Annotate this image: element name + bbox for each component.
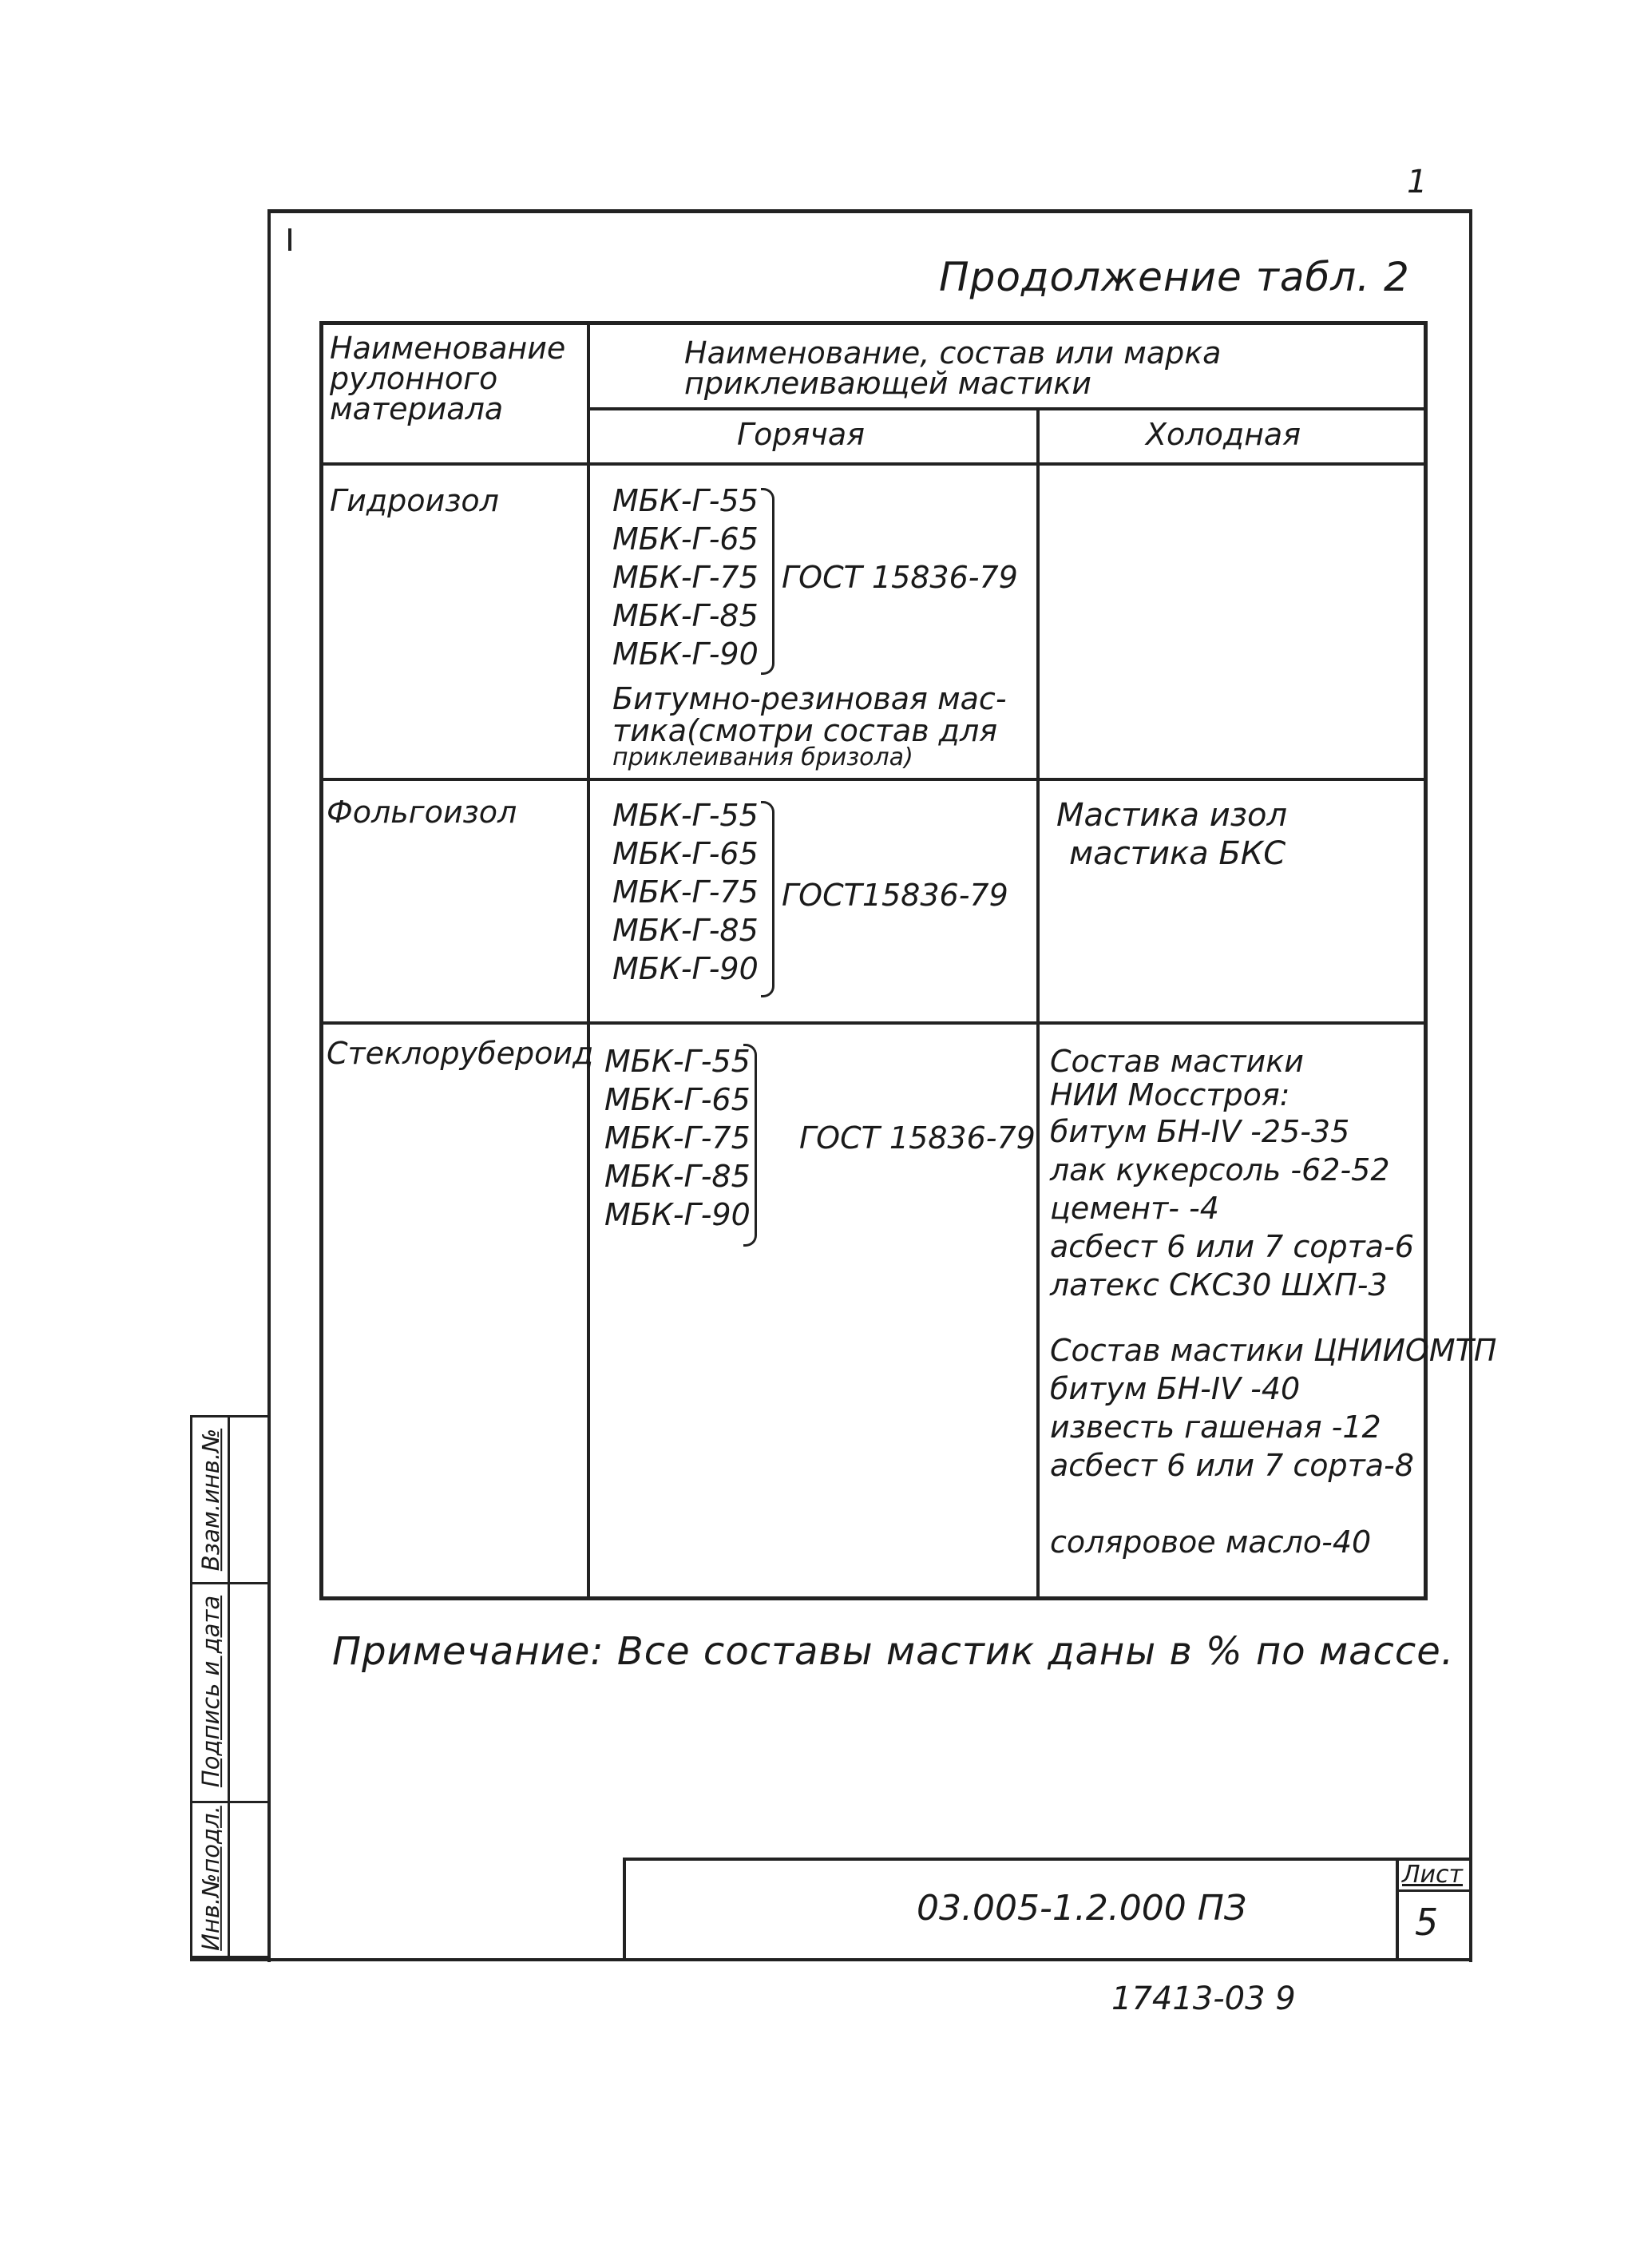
document-code: 03.005-1.2.000 ПЗ	[917, 1888, 1247, 1929]
row2-cold: Мастика изол мастика БКС	[1056, 797, 1288, 872]
row2-material: Фольгоизол	[327, 795, 517, 830]
row2-brace	[761, 801, 774, 997]
mastic-table	[319, 321, 1497, 1600]
row1-brace	[761, 488, 774, 675]
table-note: Примечание: Все составы мастик даны в % по массе.	[332, 1629, 1455, 1674]
margin-label-replaced-inv: Взам.инв.№	[197, 1428, 224, 1572]
header-hot: Горячая	[737, 417, 865, 452]
corner-mark: 1	[1407, 164, 1428, 200]
table-col-divider	[1036, 410, 1040, 1596]
row3-cold-group1: Состав мастики НИИ Мосстроя: битум БН-IV -25-35 лак кукерсоль -62-52 цемент- -4 асбест 6 или 7 сорта-6 латекс СКС30 ШХП-3	[1050, 1044, 1414, 1303]
header-mastic: Наименование, состав или марка приклеивающей мастики	[684, 335, 1222, 401]
margin-label-inv-orig: Инв.№подл.	[197, 1806, 225, 1951]
row1-hot-marks: МБК-Г-55 МБК-Г-65 МБК-Г-75 МБК-Г-85 МБК-Г-90	[612, 483, 759, 672]
table-row-divider	[323, 1021, 1424, 1025]
row3-brace	[743, 1044, 757, 1247]
row3-hot-standard: ГОСТ 15836-79	[799, 1120, 1036, 1156]
margin-stamp-divider	[228, 1418, 230, 1956]
frame-right-line	[1469, 209, 1472, 1962]
table-row-divider	[323, 778, 1424, 781]
row1-hot-extra: Битумно-резиновая мас- тика(смотри состав для приклеивания бризола)	[612, 681, 1007, 771]
margin-stamp	[190, 1415, 267, 1958]
table-caption: Продолжение табл. 2	[939, 254, 1410, 300]
row3-hot-marks: МБК-Г-55 МБК-Г-65 МБК-Г-75 МБК-Г-85 МБК-Г-90	[604, 1044, 751, 1232]
margin-label-signature-date: Подпись и дата	[197, 1595, 224, 1788]
table-header-bottom	[323, 462, 1424, 466]
row1-hot-standard: ГОСТ 15836-79	[782, 560, 1018, 595]
table-col-divider	[587, 325, 590, 1596]
row3-material: Стеклорубероид	[327, 1036, 594, 1071]
sheet-number: 5	[1415, 1901, 1439, 1944]
header-cold: Холодная	[1146, 417, 1301, 452]
frame-top-line	[267, 209, 1472, 213]
archive-code: 17413-03 9	[1111, 1981, 1296, 2017]
row2-hot-marks: МБК-Г-55 МБК-Г-65 МБК-Г-75 МБК-Г-85 МБК-Г-90	[612, 798, 759, 986]
table-header-divider	[587, 407, 1428, 410]
sheet-label: Лист	[1402, 1861, 1464, 1889]
row1-material: Гидроизол	[330, 483, 499, 518]
frame-left-line	[267, 209, 271, 1962]
row2-hot-standard: ГОСТ15836-79	[782, 878, 1008, 913]
frame-tick	[288, 228, 291, 251]
header-material: Наименование рулонного материала	[330, 331, 566, 426]
row3-cold-group2: Состав мастики ЦНИИОМТП битум БН-IV -40 известь гашеная -12 асбест 6 или 7 сорта-8 соляровое масло-40	[1050, 1333, 1497, 1560]
